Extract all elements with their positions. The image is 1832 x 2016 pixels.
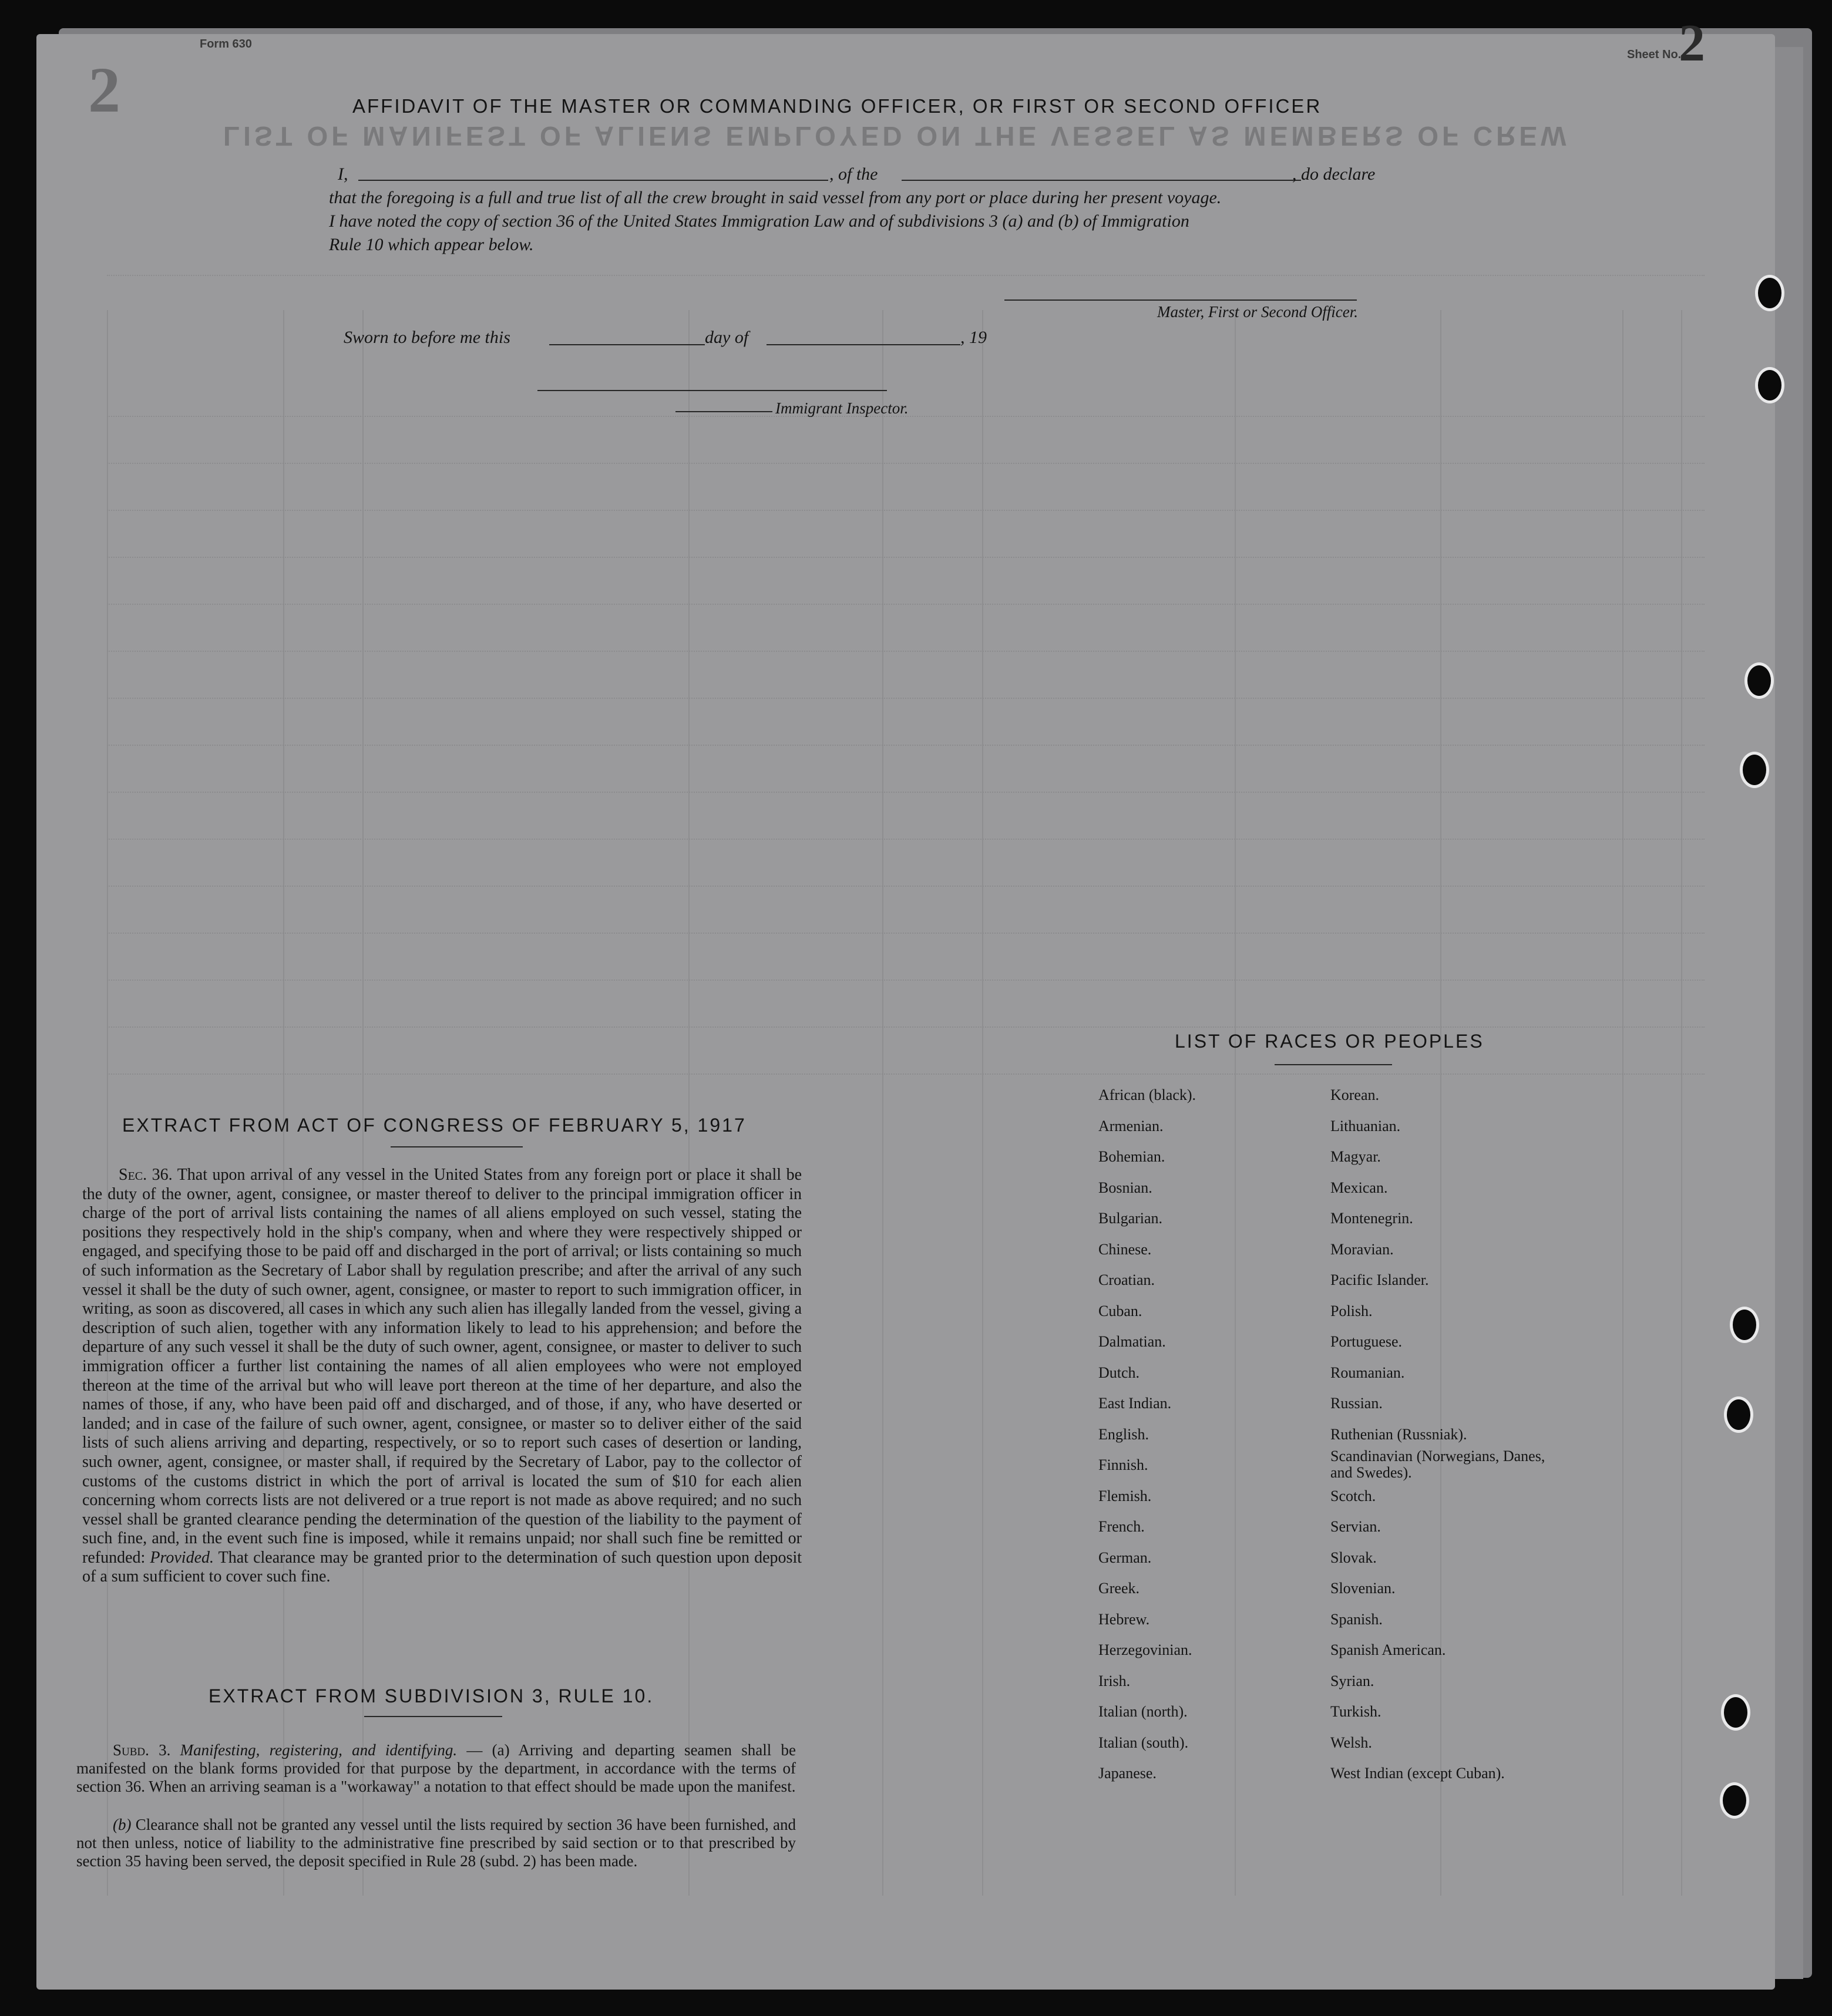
ghost-column-line [1681, 310, 1682, 1896]
race-item: Ruthenian (Russniak). [1330, 1425, 1467, 1443]
sheet-number: 2 [1679, 14, 1705, 72]
ghost-row-line [107, 792, 1705, 793]
ghost-column-line [1235, 310, 1236, 1896]
race-item: Korean. [1330, 1086, 1380, 1103]
sworn-start: Sworn to before me this [344, 328, 510, 347]
rule-para-b-block [76, 1816, 796, 1870]
ghost-row-line [107, 604, 1705, 605]
race-item: African (black). [1098, 1086, 1196, 1103]
binder-hole [1724, 1396, 1753, 1433]
race-item: Magyar. [1330, 1148, 1381, 1165]
binder-hole [1720, 1782, 1749, 1819]
race-item: Italian (north). [1098, 1703, 1188, 1720]
sheet-label: Sheet No. [1627, 48, 1682, 61]
race-item: Spanish. [1330, 1610, 1383, 1628]
race-item: Italian (south). [1098, 1734, 1189, 1751]
race-item: Japanese. [1098, 1765, 1157, 1782]
race-item: Herzegovinian. [1098, 1641, 1192, 1658]
rule-title-rule [364, 1716, 502, 1717]
race-item: Slovak. [1330, 1549, 1377, 1566]
race-item: Pacific Islander. [1330, 1271, 1429, 1288]
act-proviso-text: That clearance may be granted prior to the determination of such question upon deposit of a sum sufficient to cover such fine. [82, 1548, 802, 1586]
rule-para-a: — (a) Arriving and departing seamen shall be manifested on the blank forms provided for that purpose by the department, in accordance with the terms of section 36. When an arriving seaman is a "workaway" a notation to that effect should be made upon the manifest. [76, 1741, 796, 1795]
race-item: Chinese. [1098, 1240, 1152, 1258]
rule-para-b-label: (b) [113, 1816, 132, 1833]
act-section-body: That upon arrival of any vessel in the United States from any foreign port or place it shall be the duty of the owner, agent, consignee, or master thereof to deliver to the principal immigration officer in charge of the port of arrival lists containing the names of all aliens employed on such vessel, stating the positions they respectively hold in the ship's company, when and where they were respectively shipped or engaged, and specifying those to be paid off and discharged in the port of arrival; or lists containing so much of such information as the Secretary of Labor shall by regulation prescribe; and after the arrival of any such vessel it shall be the duty of such owner, agent, consignee, or master to report to such immigration officer, in writing, as soon as discovered, all cases in which any such alien has illegally landed from the vessel, giving a description of such alien, together with any information likely to lead to his apprehension; and before the departure of any such vessel it shall be the duty of such owner, agent, consignee, or master to deliver to such immigration officer a further list containing the names of all alien employees who were not employed thereon at the time of the arrival but who will leave port thereon at the time of her departure, and also the names of those, if any, who have been paid off and discharged, and of those, if any, who have deserted or landed; and in case of the failure of such owner, agent, consignee, or master so to deliver either of the said lists of such aliens arriving and departing, respectively, or so to report such cases of desertion or landing, such owner, agent, consignee, or master shall, if required by the Secretary of Labor, pay to the collector of customs of the customs district in which the port of arrival is located the sum of $10 for each alien concerning whom corrects lists are not delivered or a true report is not made as above required; and no such vessel shall be granted clearance pending the determination of the question of the liability to the payment of such fine, and, in the event such fine is imposed, while it remains unpaid; nor shall such fine be remitted or refunded: [82, 1166, 802, 1567]
race-item: Bohemian. [1098, 1148, 1165, 1165]
ghost-row-line [107, 651, 1705, 652]
race-item: Moravian. [1330, 1240, 1394, 1258]
sworn-year: , 19 [960, 328, 987, 347]
ghost-row-line [107, 745, 1705, 746]
race-item: Russian. [1330, 1395, 1383, 1412]
sheet-margin-number: 2 [88, 54, 120, 126]
ghost-row-line [107, 980, 1705, 981]
race-item: Servian. [1330, 1518, 1381, 1535]
affidavit-line1-start: I, [338, 164, 348, 184]
binder-hole [1721, 1694, 1750, 1731]
rule-extract-title: EXTRACT FROM SUBDIVISION 3, RULE 10. [209, 1685, 654, 1707]
ghost-row-line [107, 275, 1705, 276]
race-item: Welsh. [1330, 1734, 1372, 1751]
ghost-column-line [1622, 310, 1623, 1896]
race-item: English. [1098, 1425, 1149, 1443]
rule-subd-heading: Manifesting, registering, and identifying. [180, 1741, 458, 1759]
vessel-blank-line [902, 180, 1301, 181]
ghost-row-line [107, 839, 1705, 840]
races-title: LIST OF RACES OR PEOPLES [1175, 1031, 1484, 1052]
ghost-column-line [882, 310, 883, 1896]
sworn-day: day of [705, 328, 749, 347]
race-item: Slovenian. [1330, 1580, 1396, 1597]
ghost-row-line [107, 886, 1705, 887]
binder-hole [1744, 662, 1774, 699]
ghost-column-line [362, 310, 364, 1896]
race-item: Montenegrin. [1330, 1210, 1413, 1227]
ghost-row-line [107, 933, 1705, 934]
race-item: French. [1098, 1518, 1145, 1535]
act-extract-title: EXTRACT FROM ACT OF CONGRESS OF FEBRUARY 5, 1917 [122, 1115, 747, 1136]
race-item: Bosnian. [1098, 1179, 1152, 1196]
race-item: Flemish. [1098, 1487, 1152, 1505]
ghost-column-line [283, 310, 284, 1896]
race-item: Hebrew. [1098, 1610, 1150, 1628]
race-item: Dalmatian. [1098, 1333, 1166, 1350]
race-item: Croatian. [1098, 1271, 1155, 1288]
inspector-label: Immigrant Inspector. [775, 399, 909, 417]
race-item: Armenian. [1098, 1117, 1164, 1135]
act-title-rule [391, 1146, 523, 1147]
race-item: Dutch. [1098, 1364, 1140, 1381]
inspector-signature-line [537, 390, 887, 391]
race-item: Roumanian. [1330, 1364, 1405, 1381]
race-item: West Indian (except Cuban). [1330, 1765, 1505, 1782]
ghost-row-line [107, 463, 1705, 464]
master-signature-line [1004, 299, 1357, 301]
race-item: Greek. [1098, 1580, 1140, 1597]
affidavit-line4: Rule 10 which appear below. [329, 235, 534, 254]
sworn-month-line [767, 344, 960, 345]
race-item: Bulgarian. [1098, 1210, 1163, 1227]
binder-hole [1730, 1307, 1759, 1343]
ghost-row-line [107, 557, 1705, 558]
race-item: Spanish American. [1330, 1641, 1446, 1658]
form-number: Form 630 [200, 38, 252, 51]
ghost-row-line [107, 1026, 1705, 1028]
race-item: Lithuanian. [1330, 1117, 1401, 1135]
race-item: Scandinavian (Norwegians, Danes, and Swedes). [1330, 1448, 1545, 1481]
faint-background-title: LIST OF MANIFEST OF ALIENS EMPLOYED ON THE VESSEL AS MEMBERS OF CREW [223, 121, 1570, 152]
rule-subdivision-text [76, 1741, 796, 1796]
ghost-row-line [107, 510, 1705, 511]
binder-hole [1755, 367, 1784, 403]
rule-subd-label: Subd. 3. [113, 1741, 171, 1759]
ghost-column-line [982, 310, 983, 1896]
master-signature-label: Master, First or Second Officer. [1157, 303, 1358, 321]
affidavit-line1-end: , do declare [1292, 164, 1376, 184]
inspector-short-line [675, 411, 772, 412]
race-item: Irish. [1098, 1672, 1131, 1689]
name-blank-line [358, 180, 828, 181]
binder-hole [1740, 752, 1769, 788]
act-section-label: Sec. 36. [119, 1166, 173, 1184]
sworn-day-line [549, 344, 705, 345]
race-item: German. [1098, 1549, 1152, 1566]
act-section-36-text [82, 1166, 802, 1587]
ghost-row-line [107, 698, 1705, 699]
affidavit-line1-mid: , of the [829, 164, 878, 184]
ghost-column-line [107, 310, 108, 1896]
rule-para-b: Clearance shall not be granted any vessel until the lists required by section 36 have been furnished, and not then unless, notice of liability to the administrative fine prescribed by said section or to that prescribed by section 35 having been served, the deposit specified in Rule 28 (subd. 2) has been made. [76, 1816, 796, 1870]
race-item: East Indian. [1098, 1395, 1172, 1412]
race-item: Cuban. [1098, 1302, 1142, 1320]
race-item: Mexican. [1330, 1179, 1388, 1196]
affidavit-line3: I have noted the copy of section 36 of the United States Immigration Law and of subdivisions 3 (a) and (b) of Immigration [329, 211, 1189, 231]
race-item: Polish. [1330, 1302, 1373, 1320]
race-item: Scotch. [1330, 1487, 1376, 1505]
race-item: Portuguese. [1330, 1333, 1403, 1350]
race-item: Syrian. [1330, 1672, 1374, 1689]
race-item: Finnish. [1098, 1456, 1148, 1473]
act-proviso-label: Provided. [150, 1548, 214, 1567]
ghost-column-line [688, 310, 690, 1896]
races-title-rule [1275, 1064, 1392, 1065]
ghost-row-line [107, 1073, 1705, 1075]
binder-hole [1755, 275, 1784, 311]
race-item: Turkish. [1330, 1703, 1381, 1720]
affidavit-line2: that the foregoing is a full and true list of all the crew brought in said vessel from any port or place during her present voyage. [329, 188, 1222, 207]
affidavit-title: AFFIDAVIT OF THE MASTER OR COMMANDING OFFICER, OR FIRST OR SECOND OFFICER [352, 95, 1322, 117]
